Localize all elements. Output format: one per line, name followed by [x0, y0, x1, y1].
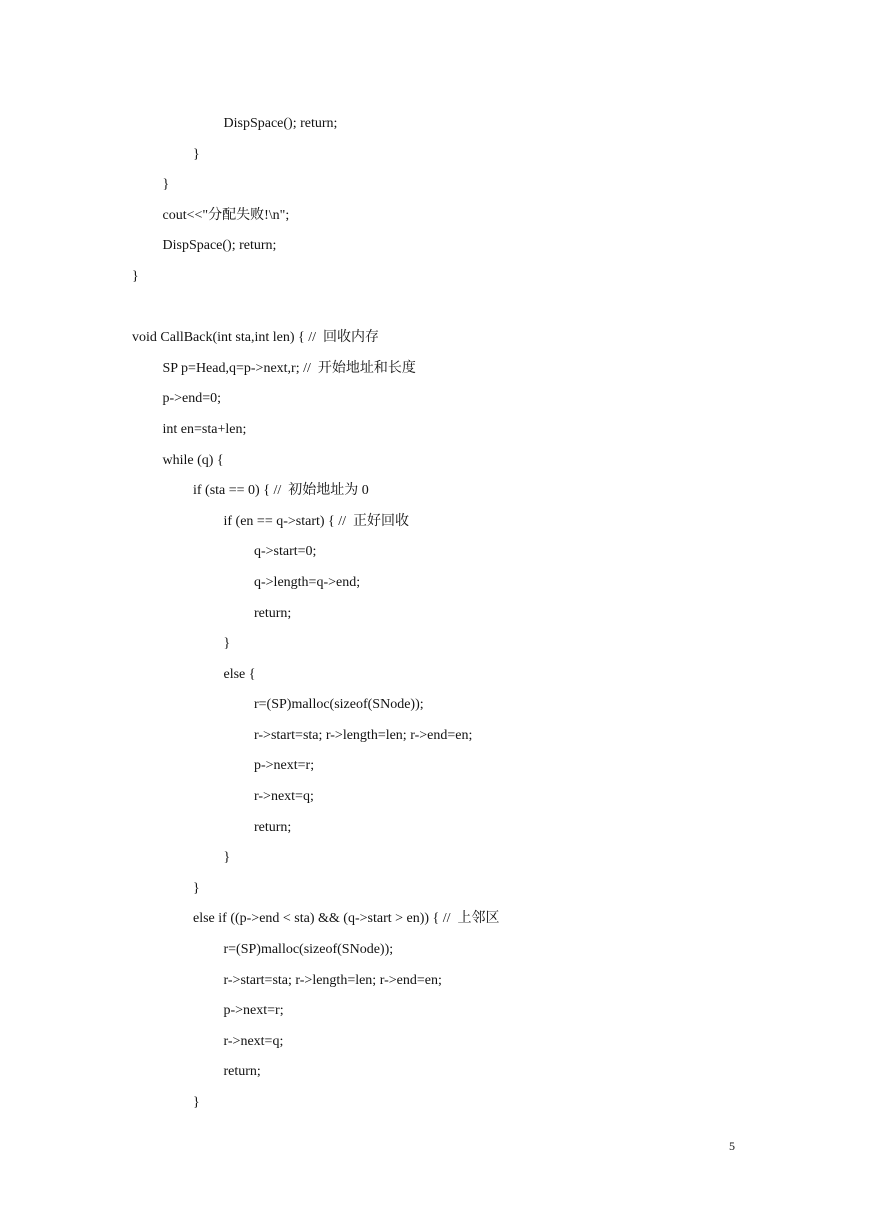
- blank-line: [132, 298, 772, 329]
- code-line: r=(SP)malloc(sizeof(SNode));: [223, 942, 394, 958]
- code-line: r=(SP)malloc(sizeof(SNode));: [254, 697, 424, 713]
- code-line: return;: [254, 605, 292, 621]
- code-line: SP p=Head,q=p->next,r; // 开始地址和长度: [162, 360, 416, 376]
- code-line: }: [223, 850, 231, 866]
- code-line: DispSpace(); return;: [162, 238, 277, 254]
- code-line: if (en == q->start) { // 正好回收: [223, 513, 410, 529]
- code-line: p->end=0;: [162, 391, 222, 407]
- code-line: return;: [223, 1064, 261, 1080]
- code-line: q->length=q->end;: [254, 574, 361, 590]
- code-line: r->next=q;: [254, 789, 314, 805]
- code-line: }: [162, 177, 170, 193]
- code-line: void CallBack(int sta,int len) { // 回收内存: [132, 330, 380, 346]
- code-line: p->next=r;: [254, 758, 315, 774]
- code-line: DispSpace(); return;: [223, 116, 338, 131]
- code-line: else {: [223, 666, 256, 682]
- code-line: }: [132, 268, 139, 284]
- code-line: r->start=sta; r->length=len; r->end=en;: [223, 972, 442, 988]
- code-line: q->start=0;: [254, 544, 317, 560]
- code-line: while (q) {: [162, 452, 224, 468]
- code-line: else if ((p->end < sta) && (q->start > en)) { // 上邻区: [193, 911, 500, 927]
- code-line: r->next=q;: [223, 1033, 284, 1049]
- code-line: r->start=sta; r->length=len; r->end=en;: [254, 727, 473, 743]
- code-line: cout<<"分配失败!\n";: [162, 207, 290, 223]
- code-line: }: [193, 880, 200, 896]
- code-listing: [132, 114, 772, 1124]
- code-line: return;: [254, 819, 292, 835]
- code-line: if (sta == 0) { // 初始地址为 0: [193, 483, 369, 499]
- page-number: 5: [729, 1139, 735, 1153]
- code-line: }: [193, 146, 200, 162]
- code-line: }: [193, 1095, 200, 1110]
- code-line: }: [223, 636, 231, 652]
- code-line: int en=sta+len;: [162, 421, 247, 437]
- code-line: p->next=r;: [223, 1003, 284, 1019]
